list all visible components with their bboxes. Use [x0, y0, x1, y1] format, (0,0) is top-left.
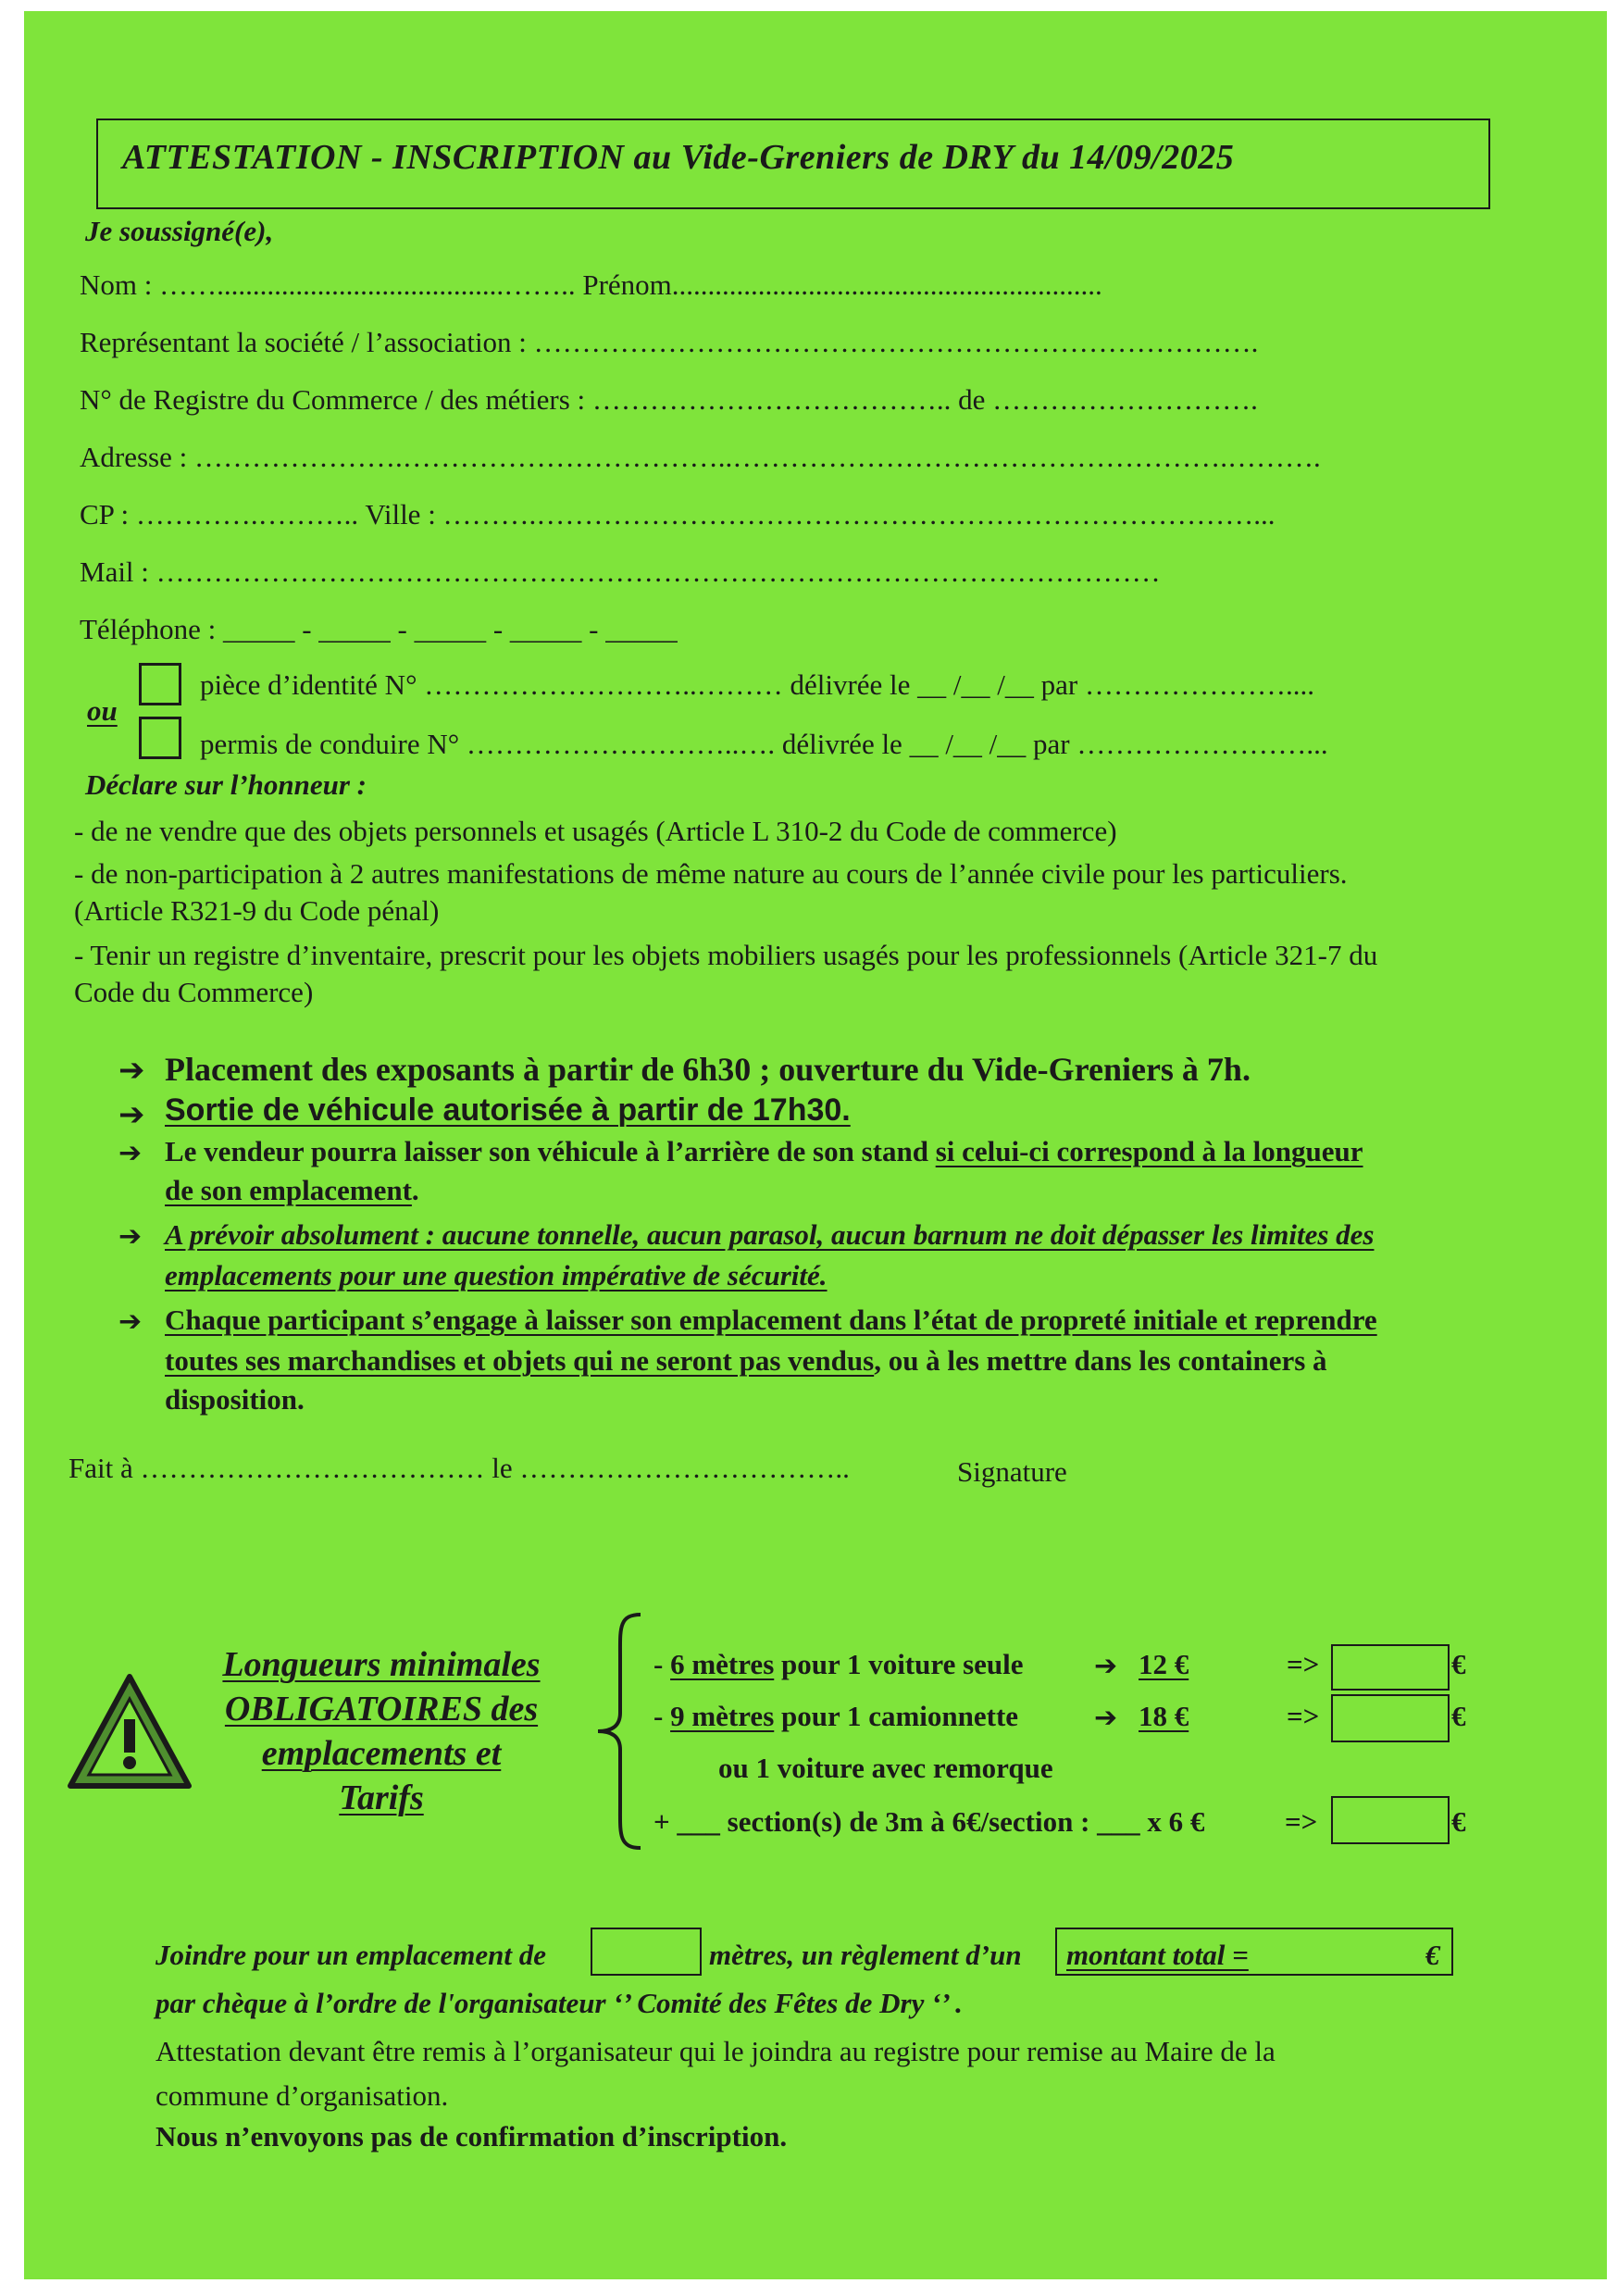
euro-label: € — [1451, 1648, 1466, 1680]
metres-box[interactable] — [591, 1928, 702, 1976]
arrow-icon: ➔ — [1094, 1702, 1118, 1734]
arrow-icon: ➔ — [1094, 1650, 1118, 1682]
confirmation-text: Nous n’envoyons pas de confirmation d’inscription. — [156, 2120, 788, 2152]
tarifs-heading-line: OBLIGATOIRES des — [224, 1690, 539, 1728]
tarifs-heading-line: Longueurs minimales — [222, 1645, 541, 1684]
tarif-option-9m: - 9 mètres pour 1 camionnette — [653, 1700, 1019, 1732]
cp-ville-field[interactable]: CP : ………….……….. Ville : ……….…………………………………………………………………... — [80, 498, 1276, 530]
montant-euro: € — [1425, 1939, 1440, 1971]
tarifs-heading-line: Tarifs — [339, 1778, 424, 1817]
tarif-option-6m: - 6 mètres pour 1 voiture seule — [653, 1648, 1024, 1680]
adresse-field[interactable]: Adresse : ………………….……………………………..…………………………………………….………. — [80, 441, 1321, 473]
cheque-text: par chèque à l’ordre de l'organisateur ‘’ Comité des Fêtes de Dry ‘’ . — [156, 1987, 963, 2019]
declaration-line: - Tenir un registre d’inventaire, prescrit pour les objets mobiliers usagés pour les professionnels (Article 321-7 du — [74, 939, 1378, 971]
rule-vehicule: Le vendeur pourra laisser son véhicule à l’arrière de son stand si celui-ci correspond à la longueur — [165, 1135, 1363, 1167]
ou-label: ou — [87, 694, 118, 727]
joindre-text: Joindre pour un emplacement de — [156, 1939, 546, 1971]
attestation-text: Attestation devant être remis à l’organisateur qui le joindra au registre pour remise au Maire de la — [156, 2035, 1276, 2067]
arrow-icon: ➔ — [118, 1137, 143, 1169]
rule-proprete: Chaque participant s’engage à laisser son emplacement dans l’état de propreté initiale et reprendre — [165, 1304, 1377, 1336]
rule-placement: Placement des exposants à partir de 6h30 ; ouverture du Vide-Greniers à 7h. — [165, 1051, 1251, 1088]
tarif-price-18: 18 € — [1139, 1700, 1189, 1732]
registre-field[interactable]: N° de Registre du Commerce / des métiers : ……………………………….. de ………………………. — [80, 383, 1258, 416]
signature-label: Signature — [957, 1455, 1067, 1488]
implies-label: => — [1287, 1648, 1320, 1680]
declaration-line: (Article R321-9 du Code pénal) — [74, 894, 440, 927]
rule-vehicule-cont: de son emplacement. — [165, 1174, 419, 1206]
arrow-icon: ➔ — [118, 1052, 145, 1089]
warning-icon — [65, 1671, 194, 1791]
arrow-icon: ➔ — [118, 1220, 143, 1253]
page-title: ATTESTATION - INSCRIPTION au Vide-Greniers de DRY du 14/09/2025 — [122, 138, 1235, 177]
rule-proprete-end: disposition. — [165, 1383, 305, 1416]
rule-sortie: Sortie de véhicule autorisée à partir de 17h30. — [165, 1092, 851, 1128]
tarif-option-sections[interactable]: + ___ section(s) de 3m à 6€/section : ___ x 6 € — [653, 1805, 1205, 1838]
representant-field[interactable]: Représentant la société / l’association : …………………………………………………………………. — [80, 326, 1259, 358]
tarif-sections-box[interactable] — [1331, 1796, 1450, 1844]
permis-checkbox[interactable] — [139, 717, 181, 759]
mail-field[interactable]: Mail : …………………………………………………………………………………………… — [80, 555, 1161, 588]
fait-a-field[interactable]: Fait à ……………………………… le …………………………….. — [68, 1452, 850, 1484]
montant-total-label: montant total = — [1066, 1939, 1249, 1971]
declaration-heading: Déclare sur l’honneur : — [85, 768, 367, 801]
piece-identite-checkbox[interactable] — [139, 663, 181, 705]
nom-prenom-field[interactable]: Nom : ……........................................…….. Prénom............................................................ — [80, 268, 1102, 301]
euro-label: € — [1451, 1805, 1466, 1838]
implies-label: => — [1285, 1805, 1318, 1838]
attestation-text-cont: commune d’organisation. — [156, 2079, 449, 2112]
piece-identite-field[interactable]: pièce d’identité N° ………………………..……… délivrée le __ /__ /__ par ………………….... — [200, 668, 1314, 701]
arrow-icon: ➔ — [118, 1305, 143, 1338]
declaration-line: Code du Commerce) — [74, 976, 314, 1008]
joindre-text-cont: mètres, un règlement d’un — [709, 1939, 1022, 1971]
tarif-6m-box[interactable] — [1331, 1644, 1450, 1691]
tarif-option-remorque: ou 1 voiture avec remorque — [718, 1752, 1053, 1784]
telephone-field[interactable]: Téléphone : _____ - _____ - _____ - _____ - _____ — [80, 613, 678, 645]
tarif-9m-box[interactable] — [1331, 1694, 1450, 1742]
declaration-line: - de non-participation à 2 autres manifestations de même nature au cours de l’année civile pour les particuliers. — [74, 857, 1348, 890]
euro-label: € — [1451, 1700, 1466, 1732]
permis-field[interactable]: permis de conduire N° ………………………..…. délivrée le __ /__ /__ par ……………………... — [200, 728, 1328, 760]
tarifs-heading-line: emplacements et — [261, 1734, 502, 1773]
rule-prevoir: A prévoir absolument : aucune tonnelle, aucun parasol, aucun barnum ne doit dépasser les limites des — [165, 1218, 1375, 1251]
arrow-icon: ➔ — [118, 1096, 145, 1133]
implies-label: => — [1287, 1700, 1320, 1732]
tarif-price-12: 12 € — [1139, 1648, 1189, 1680]
rule-proprete-cont: toutes ses marchandises et objets qui ne seront pas vendus, ou à les mettre dans les containers à — [165, 1344, 1327, 1377]
declaration-line: - de ne vendre que des objets personnels et usagés (Article L 310-2 du Code de commerce) — [74, 815, 1117, 847]
brace-icon — [592, 1611, 648, 1852]
intro-text: Je soussigné(e), — [85, 215, 274, 247]
rule-prevoir-cont: emplacements pour une question impérative de sécurité. — [165, 1259, 828, 1292]
